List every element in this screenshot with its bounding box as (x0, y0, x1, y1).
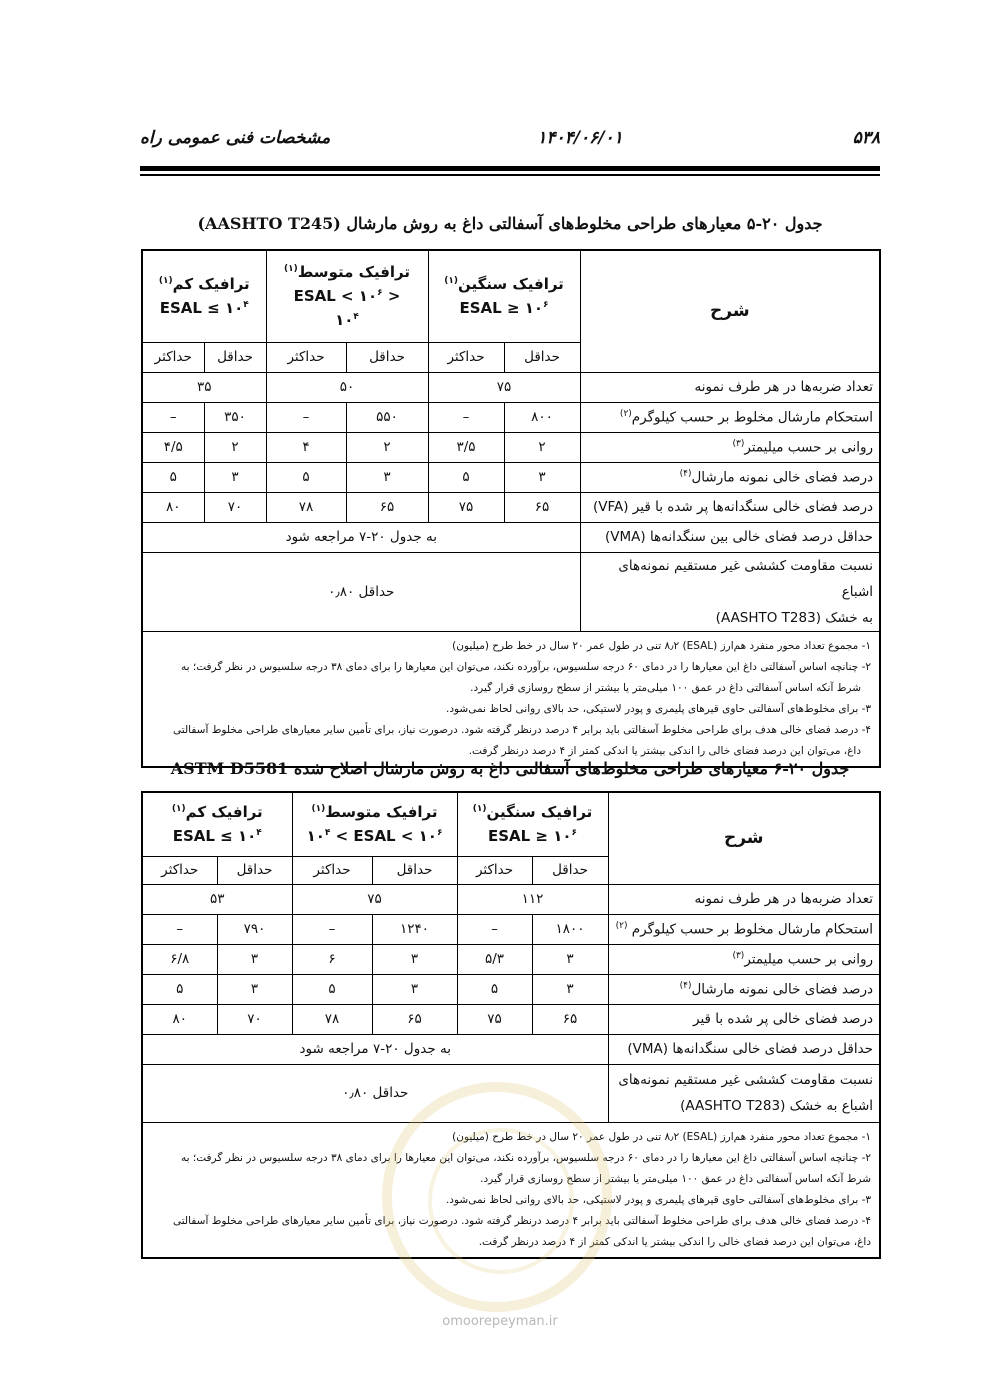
tsr-desc-line2: اشباع به خشک (AASHTO T283) (680, 1098, 874, 1114)
table2-light-label: ترافیک کم (185, 803, 263, 822)
table2-light-header (142, 792, 292, 856)
table1-medium-sup: (۱) (284, 264, 298, 275)
footnote: داغ، می‌توان این درصد فضای خالی را اندکی بیشتر یا اندکی کمتر از ۴ درصد درنظر گرفت. (478, 1235, 872, 1248)
row-value: – (457, 914, 532, 944)
row-desc-cell (608, 944, 880, 974)
table-row (142, 552, 880, 631)
table-row (142, 944, 880, 974)
table-row (142, 372, 880, 402)
tsr-desc-line1: نسبت مقاومت کششی غیر مستقیم نمونه‌های اشباع (618, 557, 874, 600)
table2-medium-label: ترافیک متوسط (325, 803, 438, 822)
row-value: ۳ (217, 944, 292, 974)
row-desc-sup: (۲) (619, 408, 632, 419)
row-value: ۶۵ (504, 492, 580, 522)
table1-medium-header (266, 250, 428, 342)
row-value: ۳ (346, 462, 428, 492)
row-desc: درصد فضای خالی پر شده با قیر (608, 1004, 880, 1034)
header-date: ۱۴۰۴/۰۶/۰۱ (537, 128, 623, 148)
table1-caption: جدول ۲۰-۵ معیارهای طراحی مخلوط‌های آسفالتی داغ به روش مارشال (AASHTO T245) (197, 214, 823, 233)
table2-medium-sup: (۱) (311, 804, 326, 815)
row-value: ۵/۳ (457, 944, 532, 974)
table2-medium-header (292, 792, 457, 856)
table1-heavy-esal-exp: ۶ (543, 300, 549, 311)
running-title: مشخصات فنی عمومی راه (140, 128, 331, 148)
row-desc-sup: (۴) (679, 468, 692, 479)
row-desc-sup: (۳) (732, 950, 745, 961)
table1-light-header (142, 250, 266, 342)
table-row (142, 1034, 880, 1064)
watermark-text: omoorepeyman.ir (442, 1314, 558, 1329)
row-value: ۳ (217, 974, 292, 1004)
row-value: ۲ (504, 432, 580, 462)
header-rule-thick (140, 166, 880, 171)
tsr-desc-line2: به خشک (AASHTO T283) (715, 609, 874, 626)
row-value: ۷۹۰ (217, 914, 292, 944)
row-value: – (292, 914, 372, 944)
row-desc: روانی بر حسب میلیمتر (744, 439, 874, 456)
table1-heavy-sup: (۱) (444, 276, 458, 287)
footnote: شرط آنکه اساس آسفالتی داغ در عمق ۱۰۰ میلی‌متر یا بیشتر از سطح روسازی قرار گیرد. (480, 1172, 872, 1185)
footnote: ۳- برای مخلوط‌های آسفالتی حاوی قیرهای پلیمری و پودر لاستیکی، حد بالای روانی لحاظ نمی‌شود. (445, 702, 872, 715)
table2-medium-esal-high: ۱۰ (418, 827, 437, 846)
table-row (142, 432, 880, 462)
table2-light-sup: (۱) (171, 804, 186, 815)
table2-medium-esal-low-exp: ۴ (324, 828, 331, 839)
table2-min-label: حداقل (532, 856, 608, 884)
row-value: ۷۸ (292, 1004, 372, 1034)
row-value: ۵ (142, 974, 217, 1004)
table-row (142, 492, 880, 522)
tsr-desc-cell (580, 552, 880, 631)
row-value: ۵ (428, 462, 504, 492)
row-desc-sup: (۳) (732, 438, 745, 449)
table1-max-label: حداکثر (428, 342, 504, 372)
footnote: شرط آنکه اساس آسفالتی داغ در عمق ۱۰۰ میلی‌متر یا بیشتر از سطح روسازی قرار گیرد. (470, 681, 862, 694)
row-value: ۷۵ (457, 1004, 532, 1034)
row-value: ۵۰ (266, 372, 428, 402)
row-value: ۴ (266, 432, 346, 462)
table1-max-label: حداکثر (142, 342, 204, 372)
row-value: ۳ (504, 462, 580, 492)
table1-medium-label: ترافیک متوسط (297, 263, 411, 282)
table2-light-esal: ESAL ≤ ۱۰ (172, 827, 257, 846)
footnote: ۴- درصد فضای خالی هدف برای طراحی مخلوط آسفالتی باید برابر ۴ درصد درنظر گرفته شود. درصورت نیاز، برای تأمین سایر معیارهای طراحی مخلوط آسفالتی (173, 723, 872, 736)
row-value: ۳ (372, 974, 457, 1004)
row-desc: روانی بر حسب میلیمتر (744, 951, 874, 968)
row-value: ۳۵ (142, 372, 266, 402)
row-value: ۲ (204, 432, 266, 462)
table1-light-esal: ESAL ≤ ۱۰ (159, 299, 244, 318)
table1-notes (142, 631, 880, 767)
table2-heavy-header (457, 792, 608, 856)
row-value: – (266, 402, 346, 432)
header-rule-thin (140, 174, 880, 176)
row-value: ۲ (346, 432, 428, 462)
table2-medium-esal-low: ۱۰ (306, 827, 325, 846)
row-desc-cell (608, 914, 880, 944)
row-value: ۷۵ (428, 372, 580, 402)
vma-value: به جدول ۲۰-۷ مراجعه شود (142, 522, 580, 552)
row-desc-cell (580, 402, 880, 432)
table1 (141, 249, 881, 768)
table1-heavy-esal: ESAL ≥ ۱۰ (459, 299, 544, 318)
row-desc-cell (580, 462, 880, 492)
row-desc-cell (608, 974, 880, 1004)
table1-notes-row (142, 631, 880, 767)
row-desc: درصد فضای خالی سنگدانه‌ها پر شده با قیر (VFA) (580, 492, 880, 522)
table1-max-label: حداکثر (266, 342, 346, 372)
table2-max-label: حداکثر (142, 856, 217, 884)
row-value: ۳ (372, 944, 457, 974)
footnote: ۳- برای مخلوط‌های آسفالتی حاوی قیرهای پلیمری و پودر لاستیکی، حد بالای روانی لحاظ نمی‌شود. (445, 1193, 872, 1206)
table1-min-label: حداقل (346, 342, 428, 372)
table-row (142, 522, 880, 552)
table1-light-sup: (۱) (158, 276, 173, 287)
table1-medium-esal-exp: ۶ (377, 288, 383, 299)
row-value: ۶ (292, 944, 372, 974)
table2-notes-row (142, 1122, 880, 1258)
table1-medium-esal2: ۱۰ (335, 311, 354, 330)
row-desc: استحکام مارشال مخلوط بر حسب کیلوگرم (631, 409, 874, 426)
table1-min-label: حداقل (204, 342, 266, 372)
row-desc: درصد فضای خالی نمونه مارشال (691, 981, 874, 998)
table-row (142, 974, 880, 1004)
row-value: ۱۱۲ (457, 884, 608, 914)
row-value: ۱۸۰۰ (532, 914, 608, 944)
table2-medium-esal-high-exp: ۶ (436, 828, 443, 839)
row-value: ۱۲۴۰ (372, 914, 457, 944)
table1-min-label: حداقل (504, 342, 580, 372)
table1-heavy-label: ترافیک سنگین (457, 275, 564, 294)
table1-light-esal-exp: ۴ (243, 300, 249, 311)
table2 (141, 791, 881, 1259)
table2-heavy-esal-exp: ۶ (571, 828, 578, 839)
row-value: ۴/۵ (142, 432, 204, 462)
footnote: ۲- چنانچه اساس آسفالتی داغ این معیارها را در دمای ۶۰ درجه سلسیوس، برآورده نکند، می‌توان این معیارها را برای دمای ۳۸ درجه سلسیوس در نظر گرفت؛ به (180, 1151, 872, 1164)
table2-min-label: حداقل (217, 856, 292, 884)
table1-desc-header: شرح (580, 250, 880, 372)
row-value: ۶/۸ (142, 944, 217, 974)
page-header (140, 128, 880, 158)
table1-heavy-header (428, 250, 580, 342)
row-value: ۶۵ (346, 492, 428, 522)
row-desc: استحکام مارشال مخلوط بر حسب کیلوگرم (627, 921, 874, 938)
table-row (142, 402, 880, 432)
row-value: ۳ (204, 462, 266, 492)
row-value: ۸۰ (142, 1004, 217, 1034)
row-value: ۵ (142, 462, 204, 492)
table2-light-esal-exp: ۴ (256, 828, 262, 839)
row-desc: تعداد ضربه‌ها در هر طرف نمونه (580, 372, 880, 402)
table-row (142, 884, 880, 914)
vma-desc: حداقل درصد فضای خالی بین سنگدانه‌ها (VMA) (580, 522, 880, 552)
tsr-value: حداقل ۰٫۸۰ (142, 552, 580, 631)
row-value: ۳/۵ (428, 432, 504, 462)
table2-max-label: حداکثر (292, 856, 372, 884)
table-row (142, 462, 880, 492)
table2-caption: جدول ۲۰-۶ معیارهای طراحی مخلوط‌های آسفالتی داغ به روش مارشال اصلاح شده ASTM D5581 (170, 759, 850, 778)
tsr-desc-cell (608, 1064, 880, 1122)
table2-max-label: حداکثر (457, 856, 532, 884)
table2-medium-esal-mid: < ESAL < (330, 827, 419, 846)
row-value: – (142, 914, 217, 944)
row-value: ۸۰۰ (504, 402, 580, 432)
table2-heavy-esal: ESAL ≥ ۱۰ (487, 827, 572, 846)
footnote: ۲- چنانچه اساس آسفالتی داغ این معیارها را در دمای ۶۰ درجه سلسیوس، برآورده نکند، می‌توان این معیارها را برای دمای ۳۸ درجه سلسیوس در نظر گرفت؛ به (180, 660, 872, 673)
row-value: ۳۵۰ (204, 402, 266, 432)
tsr-desc-line1: نسبت مقاومت کششی غیر مستقیم نمونه‌های (618, 1072, 874, 1088)
row-value: ۶۵ (372, 1004, 457, 1034)
table1-medium-esal: < ESAL < ۱۰ (293, 287, 401, 306)
row-value: ۷۵ (428, 492, 504, 522)
row-value: ۷۵ (292, 884, 457, 914)
row-value: ۷۸ (266, 492, 346, 522)
tsr-value: حداقل ۰٫۸۰ (142, 1064, 608, 1122)
table1-light-label: ترافیک کم (172, 275, 250, 294)
row-value: ۶۵ (532, 1004, 608, 1034)
row-desc-sup: (۴) (679, 980, 692, 991)
footnote: داغ، می‌توان این درصد فضای خالی را اندکی بیشتر یا اندکی کمتر از ۴ درصد درنظر گرفت. (468, 744, 862, 757)
row-value: ۵ (266, 462, 346, 492)
table-row (142, 1004, 880, 1034)
row-desc-sup: (۲) (615, 920, 628, 931)
footnote: ۴- درصد فضای خالی هدف برای طراحی مخلوط آسفالتی باید برابر ۴ درصد درنظر گرفته شود. درصورت نیاز، برای تأمین سایر معیارهای طراحی مخلوط آسفالتی (173, 1214, 872, 1227)
row-desc: تعداد ضربه‌ها در هر طرف نمونه (608, 884, 880, 914)
table2-heavy-sup: (۱) (472, 804, 487, 815)
table-row (142, 1064, 880, 1122)
vma-desc: حداقل درصد فضای خالی سنگدانه‌ها (VMA) (608, 1034, 880, 1064)
row-value: ۵۳ (142, 884, 292, 914)
row-value: ۵۵۰ (346, 402, 428, 432)
page-number: ۵۳۸ (852, 128, 880, 148)
table2-min-label: حداقل (372, 856, 457, 884)
row-value: ۵ (457, 974, 532, 1004)
row-desc-cell (580, 432, 880, 462)
table2-notes (142, 1122, 880, 1258)
vma-value: به جدول ۲۰-۷ مراجعه شود (142, 1034, 608, 1064)
row-value: – (142, 402, 204, 432)
row-desc: درصد فضای خالی نمونه مارشال (691, 469, 874, 486)
footnote: ۱- مجموع تعداد محور منفرد هم‌ارز (ESAL) ۸٫۲ تنی در طول عمر ۲۰ سال در خط طرح (میلیون) (452, 639, 872, 652)
row-value: ۳ (532, 974, 608, 1004)
footnote: ۱- مجموع تعداد محور منفرد هم‌ارز (ESAL) ۸٫۲ تنی در طول عمر ۲۰ سال در خط طرح (میلیون) (452, 1130, 872, 1143)
row-value: ۵ (292, 974, 372, 1004)
row-value: ۸۰ (142, 492, 204, 522)
row-value: ۳ (532, 944, 608, 974)
table2-desc-header: شرح (608, 792, 880, 884)
row-value: – (428, 402, 504, 432)
table2-heavy-label: ترافیک سنگین (486, 803, 593, 822)
table-row (142, 914, 880, 944)
row-value: ۷۰ (204, 492, 266, 522)
row-value: ۷۰ (217, 1004, 292, 1034)
table1-medium-esal2-exp: ۴ (353, 312, 359, 323)
